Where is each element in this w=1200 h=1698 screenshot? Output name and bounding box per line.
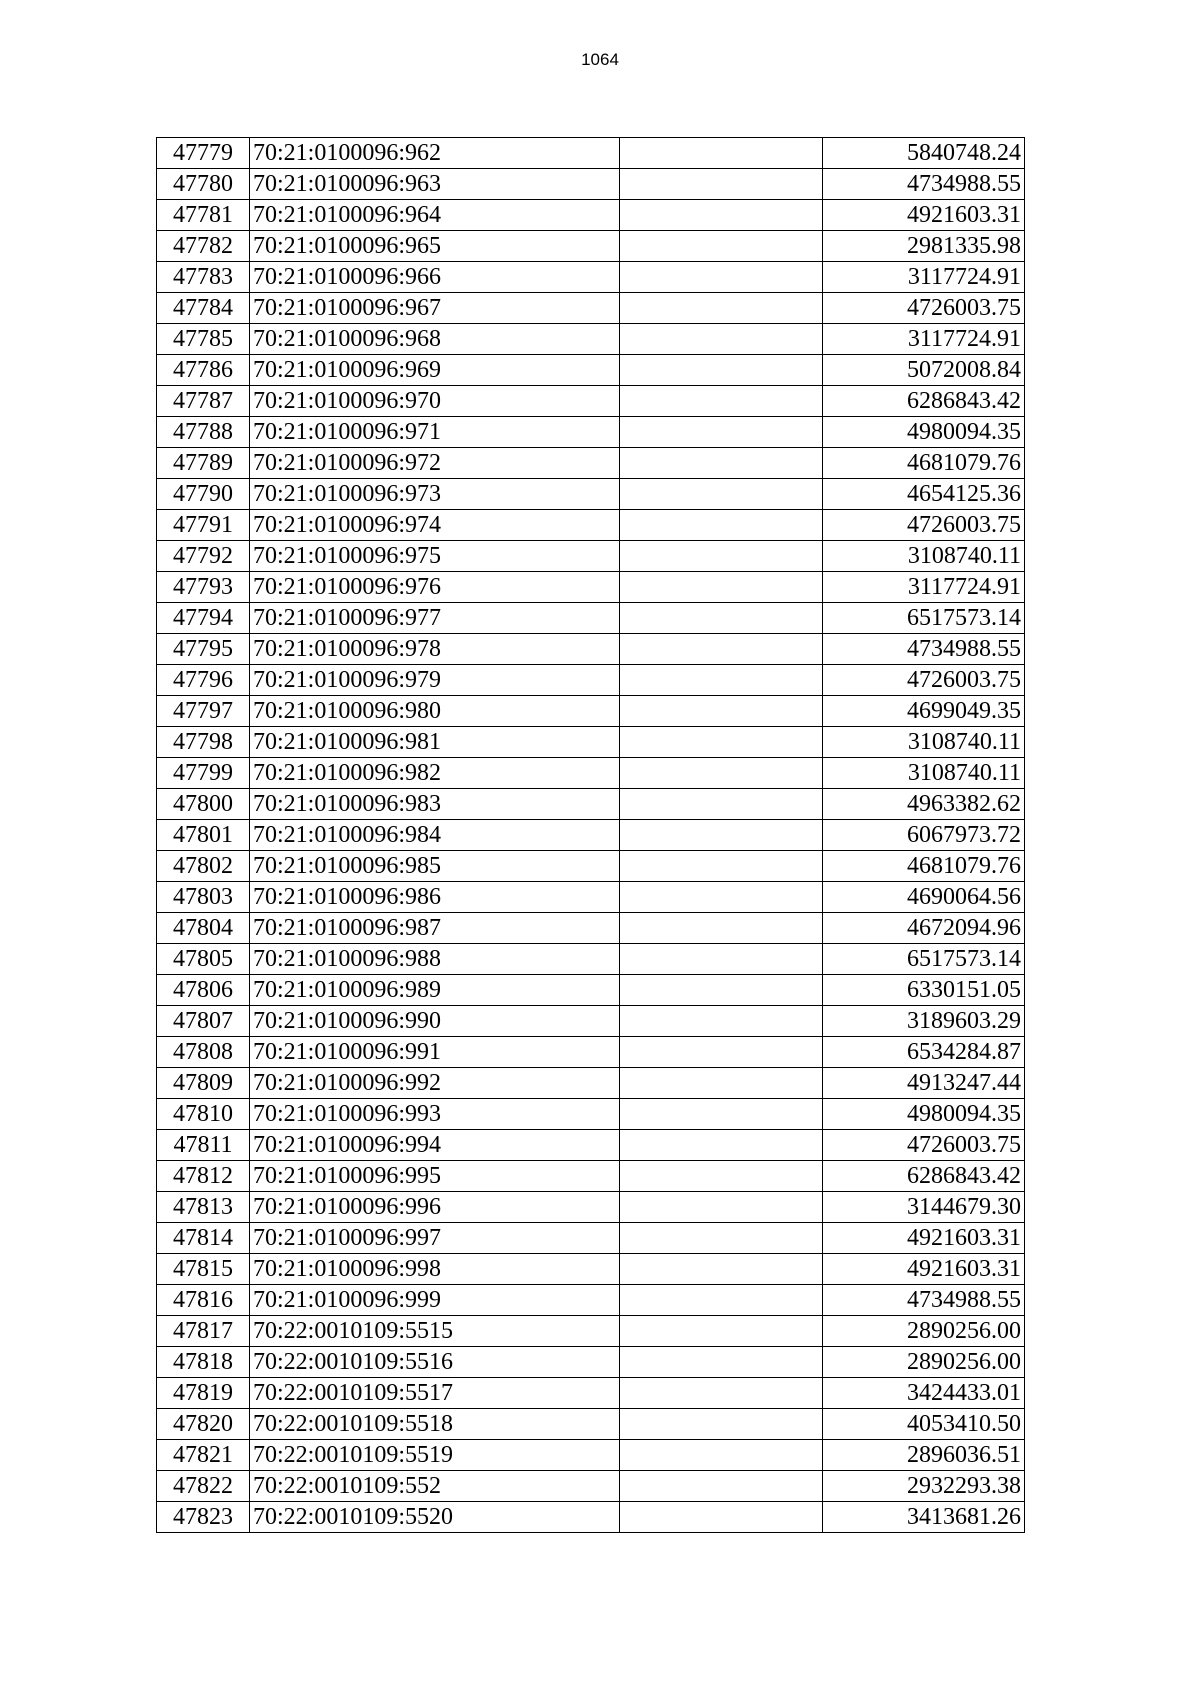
row-number-cell: 47813 — [157, 1192, 250, 1223]
blank-cell — [620, 1378, 823, 1409]
row-number-cell: 47805 — [157, 944, 250, 975]
cadastral-value-cell: 3108740.11 — [822, 727, 1025, 758]
row-number-cell: 47783 — [157, 262, 250, 293]
cadastral-value-cell: 3117724.91 — [822, 262, 1025, 293]
cadastral-value-cell: 6067973.72 — [822, 820, 1025, 851]
cadastral-value-cell: 4726003.75 — [822, 293, 1025, 324]
row-number-cell: 47793 — [157, 572, 250, 603]
table-row — [157, 1440, 1025, 1471]
cadastral-number-cell: 70:21:0100096:963 — [250, 169, 620, 200]
cadastral-number-cell: 70:21:0100096:983 — [250, 789, 620, 820]
cadastral-value-cell: 4963382.62 — [822, 789, 1025, 820]
blank-cell — [620, 851, 823, 882]
cadastral-number-cell: 70:21:0100096:996 — [250, 1192, 620, 1223]
cadastral-value-cell: 4690064.56 — [822, 882, 1025, 913]
table-row — [157, 758, 1025, 789]
row-number-cell: 47817 — [157, 1316, 250, 1347]
blank-cell — [620, 1316, 823, 1347]
cadastral-number-cell: 70:21:0100096:989 — [250, 975, 620, 1006]
table-row — [157, 603, 1025, 634]
table-row — [157, 1378, 1025, 1409]
table-row — [157, 138, 1025, 169]
cadastral-number-cell: 70:21:0100096:991 — [250, 1037, 620, 1068]
row-number-cell: 47780 — [157, 169, 250, 200]
blank-cell — [620, 510, 823, 541]
cadastral-number-cell: 70:21:0100096:978 — [250, 634, 620, 665]
cadastral-value-cell: 6517573.14 — [822, 944, 1025, 975]
cadastral-number-cell: 70:21:0100096:990 — [250, 1006, 620, 1037]
cadastral-value-cell: 6517573.14 — [822, 603, 1025, 634]
cadastral-value-cell: 2890256.00 — [822, 1316, 1025, 1347]
table-row — [157, 1316, 1025, 1347]
cadastral-number-cell: 70:21:0100096:972 — [250, 448, 620, 479]
cadastral-value-cell: 2932293.38 — [822, 1471, 1025, 1502]
cadastral-number-cell: 70:21:0100096:979 — [250, 665, 620, 696]
table-row — [157, 448, 1025, 479]
blank-cell — [620, 913, 823, 944]
table-row — [157, 1099, 1025, 1130]
row-number-cell: 47789 — [157, 448, 250, 479]
row-number-cell: 47812 — [157, 1161, 250, 1192]
row-number-cell: 47814 — [157, 1223, 250, 1254]
row-number-cell: 47782 — [157, 231, 250, 262]
blank-cell — [620, 479, 823, 510]
blank-cell — [620, 355, 823, 386]
table-row — [157, 820, 1025, 851]
cadastral-value-cell: 4921603.31 — [822, 200, 1025, 231]
row-number-cell: 47819 — [157, 1378, 250, 1409]
cadastral-value-cell: 4726003.75 — [822, 665, 1025, 696]
cadastral-number-cell: 70:22:0010109:5518 — [250, 1409, 620, 1440]
row-number-cell: 47803 — [157, 882, 250, 913]
row-number-cell: 47779 — [157, 138, 250, 169]
cadastral-value-cell: 4734988.55 — [822, 1285, 1025, 1316]
table-body — [157, 138, 1025, 1533]
cadastral-value-cell: 4734988.55 — [822, 634, 1025, 665]
cadastral-number-cell: 70:21:0100096:986 — [250, 882, 620, 913]
cadastral-number-cell: 70:21:0100096:994 — [250, 1130, 620, 1161]
cadastral-number-cell: 70:21:0100096:962 — [250, 138, 620, 169]
blank-cell — [620, 1254, 823, 1285]
cadastral-number-cell: 70:21:0100096:998 — [250, 1254, 620, 1285]
blank-cell — [620, 1409, 823, 1440]
table-row — [157, 789, 1025, 820]
cadastral-value-cell: 3144679.30 — [822, 1192, 1025, 1223]
table-row — [157, 1130, 1025, 1161]
row-number-cell: 47802 — [157, 851, 250, 882]
row-number-cell: 47816 — [157, 1285, 250, 1316]
table-row — [157, 882, 1025, 913]
row-number-cell: 47800 — [157, 789, 250, 820]
blank-cell — [620, 1502, 823, 1533]
cadastral-value-cell: 4921603.31 — [822, 1254, 1025, 1285]
table-row — [157, 665, 1025, 696]
row-number-cell: 47792 — [157, 541, 250, 572]
cadastral-value-cell: 4699049.35 — [822, 696, 1025, 727]
cadastral-number-cell: 70:21:0100096:964 — [250, 200, 620, 231]
blank-cell — [620, 324, 823, 355]
row-number-cell: 47821 — [157, 1440, 250, 1471]
cadastral-number-cell: 70:21:0100096:995 — [250, 1161, 620, 1192]
table-row — [157, 1068, 1025, 1099]
cadastral-number-cell: 70:21:0100096:969 — [250, 355, 620, 386]
table-row — [157, 1285, 1025, 1316]
row-number-cell: 47795 — [157, 634, 250, 665]
cadastral-number-cell: 70:21:0100096:970 — [250, 386, 620, 417]
blank-cell — [620, 1285, 823, 1316]
row-number-cell: 47788 — [157, 417, 250, 448]
cadastral-value-cell: 5072008.84 — [822, 355, 1025, 386]
blank-cell — [620, 231, 823, 262]
row-number-cell: 47786 — [157, 355, 250, 386]
row-number-cell: 47798 — [157, 727, 250, 758]
row-number-cell: 47815 — [157, 1254, 250, 1285]
row-number-cell: 47822 — [157, 1471, 250, 1502]
table-row — [157, 1192, 1025, 1223]
row-number-cell: 47808 — [157, 1037, 250, 1068]
cadastral-value-table — [156, 137, 1025, 1533]
cadastral-number-cell: 70:22:0010109:5517 — [250, 1378, 620, 1409]
table-row — [157, 634, 1025, 665]
cadastral-number-cell: 70:21:0100096:977 — [250, 603, 620, 634]
cadastral-number-cell: 70:22:0010109:5516 — [250, 1347, 620, 1378]
blank-cell — [620, 448, 823, 479]
table-row — [157, 355, 1025, 386]
row-number-cell: 47801 — [157, 820, 250, 851]
cadastral-number-cell: 70:21:0100096:988 — [250, 944, 620, 975]
cadastral-value-cell: 4654125.36 — [822, 479, 1025, 510]
cadastral-value-cell: 4726003.75 — [822, 1130, 1025, 1161]
page-number: 1064 — [581, 50, 619, 69]
cadastral-value-cell: 3117724.91 — [822, 572, 1025, 603]
cadastral-value-cell: 3189603.29 — [822, 1006, 1025, 1037]
blank-cell — [620, 138, 823, 169]
cadastral-value-cell: 4726003.75 — [822, 510, 1025, 541]
blank-cell — [620, 727, 823, 758]
blank-cell — [620, 882, 823, 913]
cadastral-value-cell: 4053410.50 — [822, 1409, 1025, 1440]
row-number-cell: 47823 — [157, 1502, 250, 1533]
blank-cell — [620, 758, 823, 789]
row-number-cell: 47799 — [157, 758, 250, 789]
row-number-cell: 47810 — [157, 1099, 250, 1130]
cadastral-value-cell: 6330151.05 — [822, 975, 1025, 1006]
cadastral-number-cell: 70:21:0100096:997 — [250, 1223, 620, 1254]
cadastral-number-cell: 70:22:0010109:552 — [250, 1471, 620, 1502]
table-row — [157, 1347, 1025, 1378]
table-row — [157, 1471, 1025, 1502]
row-number-cell: 47809 — [157, 1068, 250, 1099]
blank-cell — [620, 200, 823, 231]
cadastral-number-cell: 70:22:0010109:5520 — [250, 1502, 620, 1533]
blank-cell — [620, 262, 823, 293]
cadastral-number-cell: 70:21:0100096:974 — [250, 510, 620, 541]
table-row — [157, 1409, 1025, 1440]
cadastral-number-cell: 70:21:0100096:966 — [250, 262, 620, 293]
cadastral-value-cell: 6286843.42 — [822, 1161, 1025, 1192]
table-row — [157, 386, 1025, 417]
table-row — [157, 293, 1025, 324]
cadastral-number-cell: 70:22:0010109:5519 — [250, 1440, 620, 1471]
table-row — [157, 975, 1025, 1006]
blank-cell — [620, 975, 823, 1006]
blank-cell — [620, 417, 823, 448]
blank-cell — [620, 1192, 823, 1223]
blank-cell — [620, 1347, 823, 1378]
table-row — [157, 479, 1025, 510]
row-number-cell: 47787 — [157, 386, 250, 417]
cadastral-number-cell: 70:21:0100096:967 — [250, 293, 620, 324]
cadastral-number-cell: 70:21:0100096:999 — [250, 1285, 620, 1316]
cadastral-value-cell: 3108740.11 — [822, 541, 1025, 572]
cadastral-value-cell: 4921603.31 — [822, 1223, 1025, 1254]
blank-cell — [620, 1223, 823, 1254]
cadastral-number-cell: 70:21:0100096:971 — [250, 417, 620, 448]
blank-cell — [620, 541, 823, 572]
cadastral-value-cell: 5840748.24 — [822, 138, 1025, 169]
cadastral-number-cell: 70:21:0100096:987 — [250, 913, 620, 944]
blank-cell — [620, 1130, 823, 1161]
row-number-cell: 47818 — [157, 1347, 250, 1378]
blank-cell — [620, 820, 823, 851]
cadastral-value-cell: 2981335.98 — [822, 231, 1025, 262]
cadastral-value-cell: 3108740.11 — [822, 758, 1025, 789]
row-number-cell: 47811 — [157, 1130, 250, 1161]
blank-cell — [620, 386, 823, 417]
cadastral-value-cell: 4681079.76 — [822, 448, 1025, 479]
table-row — [157, 231, 1025, 262]
table-row — [157, 200, 1025, 231]
row-number-cell: 47785 — [157, 324, 250, 355]
blank-cell — [620, 696, 823, 727]
table-row — [157, 1254, 1025, 1285]
cadastral-number-cell: 70:21:0100096:968 — [250, 324, 620, 355]
table-row — [157, 1161, 1025, 1192]
table-row — [157, 1223, 1025, 1254]
cadastral-value-cell: 4980094.35 — [822, 417, 1025, 448]
blank-cell — [620, 293, 823, 324]
row-number-cell: 47820 — [157, 1409, 250, 1440]
cadastral-value-cell: 3424433.01 — [822, 1378, 1025, 1409]
cadastral-number-cell: 70:21:0100096:993 — [250, 1099, 620, 1130]
row-number-cell: 47797 — [157, 696, 250, 727]
cadastral-number-cell: 70:21:0100096:984 — [250, 820, 620, 851]
cadastral-value-cell: 4913247.44 — [822, 1068, 1025, 1099]
row-number-cell: 47794 — [157, 603, 250, 634]
cadastral-number-cell: 70:21:0100096:982 — [250, 758, 620, 789]
blank-cell — [620, 1161, 823, 1192]
row-number-cell: 47791 — [157, 510, 250, 541]
cadastral-value-cell: 3413681.26 — [822, 1502, 1025, 1533]
table-row — [157, 1037, 1025, 1068]
table-row — [157, 541, 1025, 572]
table-row — [157, 324, 1025, 355]
row-number-cell: 47804 — [157, 913, 250, 944]
blank-cell — [620, 603, 823, 634]
row-number-cell: 47806 — [157, 975, 250, 1006]
cadastral-number-cell: 70:22:0010109:5515 — [250, 1316, 620, 1347]
table-row — [157, 727, 1025, 758]
cadastral-number-cell: 70:21:0100096:992 — [250, 1068, 620, 1099]
cadastral-value-cell: 6286843.42 — [822, 386, 1025, 417]
blank-cell — [620, 1471, 823, 1502]
blank-cell — [620, 1099, 823, 1130]
table-row — [157, 510, 1025, 541]
row-number-cell: 47807 — [157, 1006, 250, 1037]
blank-cell — [620, 169, 823, 200]
cadastral-number-cell: 70:21:0100096:973 — [250, 479, 620, 510]
cadastral-value-cell: 4672094.96 — [822, 913, 1025, 944]
row-number-cell: 47781 — [157, 200, 250, 231]
cadastral-value-cell: 4681079.76 — [822, 851, 1025, 882]
table-row — [157, 1502, 1025, 1533]
row-number-cell: 47796 — [157, 665, 250, 696]
blank-cell — [620, 1037, 823, 1068]
cadastral-value-cell: 2890256.00 — [822, 1347, 1025, 1378]
cadastral-number-cell: 70:21:0100096:985 — [250, 851, 620, 882]
cadastral-value-cell: 4980094.35 — [822, 1099, 1025, 1130]
cadastral-number-cell: 70:21:0100096:976 — [250, 572, 620, 603]
blank-cell — [620, 789, 823, 820]
cadastral-value-cell: 4734988.55 — [822, 169, 1025, 200]
blank-cell — [620, 1068, 823, 1099]
table-row — [157, 913, 1025, 944]
blank-cell — [620, 572, 823, 603]
table-row — [157, 262, 1025, 293]
row-number-cell: 47790 — [157, 479, 250, 510]
blank-cell — [620, 1440, 823, 1471]
table-row — [157, 696, 1025, 727]
table-row — [157, 572, 1025, 603]
cadastral-value-cell: 3117724.91 — [822, 324, 1025, 355]
blank-cell — [620, 944, 823, 975]
cadastral-value-cell: 6534284.87 — [822, 1037, 1025, 1068]
cadastral-number-cell: 70:21:0100096:981 — [250, 727, 620, 758]
cadastral-number-cell: 70:21:0100096:975 — [250, 541, 620, 572]
blank-cell — [620, 1006, 823, 1037]
table-row — [157, 169, 1025, 200]
table-row — [157, 417, 1025, 448]
row-number-cell: 47784 — [157, 293, 250, 324]
table-row — [157, 944, 1025, 975]
cadastral-value-cell: 2896036.51 — [822, 1440, 1025, 1471]
table-row — [157, 1006, 1025, 1037]
cadastral-number-cell: 70:21:0100096:965 — [250, 231, 620, 262]
blank-cell — [620, 665, 823, 696]
table-row — [157, 851, 1025, 882]
blank-cell — [620, 634, 823, 665]
cadastral-number-cell: 70:21:0100096:980 — [250, 696, 620, 727]
